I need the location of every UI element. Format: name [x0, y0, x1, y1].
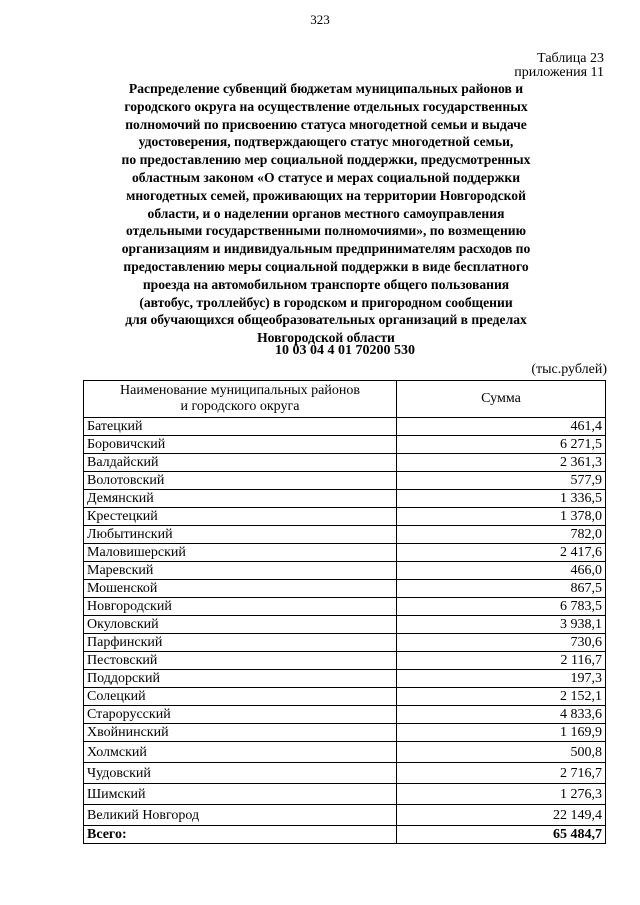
district-amount: 2 116,7 [397, 652, 606, 670]
unit-label: (тыс.рублей) [531, 362, 607, 377]
district-amount: 1 276,3 [397, 784, 606, 805]
table-row [84, 742, 606, 763]
district-name: Поддорский [84, 670, 397, 688]
district-name: Валдайский [84, 454, 397, 472]
district-amount: 6 783,5 [397, 598, 606, 616]
district-name: Маловишерский [84, 544, 397, 562]
total-row [84, 826, 606, 844]
district-amount: 6 271,5 [397, 436, 606, 454]
table-row [84, 805, 606, 826]
table-row [84, 598, 606, 616]
total-amount: 65 484,7 [397, 826, 606, 844]
title-line: проезда на автомобильном транспорте общего пользования [142, 276, 510, 292]
table-row [84, 724, 606, 742]
title-line: (автобус, троллейбус) в городском и пригородном сообщении [139, 294, 513, 310]
district-amount: 2 152,1 [397, 688, 606, 706]
district-amount: 1 169,9 [397, 724, 606, 742]
district-amount: 197,3 [397, 670, 606, 688]
district-name: Шимский [84, 784, 397, 805]
table-row [84, 616, 606, 634]
title-line: городского округа на осуществление отдельных государственных [124, 98, 528, 114]
district-amount: 4 833,6 [397, 706, 606, 724]
district-amount: 461,4 [397, 418, 606, 436]
table-row [84, 706, 606, 724]
title-line: по предоставлению мер социальной поддержки, предусмотренных [121, 152, 531, 168]
title-line: многодетных семей, проживающих на территории Новгородской [126, 187, 526, 203]
title-line: для обучающихся общеобразовательных организаций в пределах [125, 312, 527, 328]
table-row [84, 436, 606, 454]
table-row [84, 526, 606, 544]
district-name: Солецкий [84, 688, 397, 706]
header-name-line-1: Наименование муниципальных районов [120, 383, 360, 398]
table-row [84, 634, 606, 652]
district-amount: 466,0 [397, 562, 606, 580]
district-amount: 782,0 [397, 526, 606, 544]
district-name: Чудовский [84, 763, 397, 784]
table-row [84, 418, 606, 436]
district-name: Волотовский [84, 472, 397, 490]
table-row [84, 688, 606, 706]
table-row [84, 763, 606, 784]
table-row [84, 784, 606, 805]
district-name: Демянский [84, 490, 397, 508]
district-name: Окуловский [84, 616, 397, 634]
table-row [84, 670, 606, 688]
district-name: Хвойнинский [84, 724, 397, 742]
header-name [84, 381, 397, 418]
district-amount: 577,9 [397, 472, 606, 490]
district-amount: 2 417,6 [397, 544, 606, 562]
district-amount: 2 361,3 [397, 454, 606, 472]
district-amount: 22 149,4 [397, 805, 606, 826]
district-amount: 2 716,7 [397, 763, 606, 784]
district-name: Великий Новгород [84, 805, 397, 826]
district-name: Пестовский [84, 652, 397, 670]
title-line: области, и о наделении органов местного самоуправления [147, 205, 505, 221]
title-line: предоставлению меры социальной поддержки в виде бесплатного [123, 258, 529, 274]
header-name-line-2: и городского округа [180, 399, 300, 414]
title-line: отдельными государственными полномочиями», по возмещению [126, 223, 526, 239]
district-name: Парфинский [84, 634, 397, 652]
district-name: Боровичский [84, 436, 397, 454]
title-line: удостоверения, подтверждающего статус многодетной семьи, [138, 134, 514, 150]
table-row [84, 472, 606, 490]
table-row [84, 544, 606, 562]
title-line: организациям и индивидуальным предпринимателям расходов по [121, 241, 531, 257]
title-line: Распределение субвенций бюджетам муниципальных районов и [128, 81, 524, 96]
table-ref-line-2: приложения 11 [514, 65, 604, 80]
subvention-table [83, 380, 606, 844]
district-name: Крестецкий [84, 508, 397, 526]
title-line: Новгородской области [257, 330, 395, 346]
table-row [84, 454, 606, 472]
district-name: Старорусский [84, 706, 397, 724]
district-name: Маревский [84, 562, 397, 580]
budget-code: 10 03 04 4 01 70200 530 [275, 343, 415, 358]
district-name: Батецкий [84, 418, 397, 436]
table-row [84, 580, 606, 598]
document-title [96, 80, 556, 347]
district-amount: 730,6 [397, 634, 606, 652]
table-ref-line-1: Таблица 23 [537, 51, 604, 66]
title-line: полномочий по присвоению статуса многодетной семьи и выдаче [125, 116, 527, 132]
district-amount: 867,5 [397, 580, 606, 598]
table-row [84, 508, 606, 526]
district-name: Мошенской [84, 580, 397, 598]
table-row [84, 562, 606, 580]
table-header-row [84, 381, 606, 418]
district-amount: 3 938,1 [397, 616, 606, 634]
district-name: Новгородский [84, 598, 397, 616]
district-name: Любытинский [84, 526, 397, 544]
title-line: областным законом «О статусе и мерах социальной поддержки [131, 169, 521, 185]
table-reference [514, 52, 604, 80]
table-row [84, 490, 606, 508]
district-amount: 1 378,0 [397, 508, 606, 526]
table-row [84, 652, 606, 670]
district-name: Холмский [84, 742, 397, 763]
total-label: Всего: [84, 826, 397, 844]
district-amount: 500,8 [397, 742, 606, 763]
district-amount: 1 336,5 [397, 490, 606, 508]
page-number: 323 [310, 12, 330, 27]
header-amount: Сумма [397, 381, 606, 418]
